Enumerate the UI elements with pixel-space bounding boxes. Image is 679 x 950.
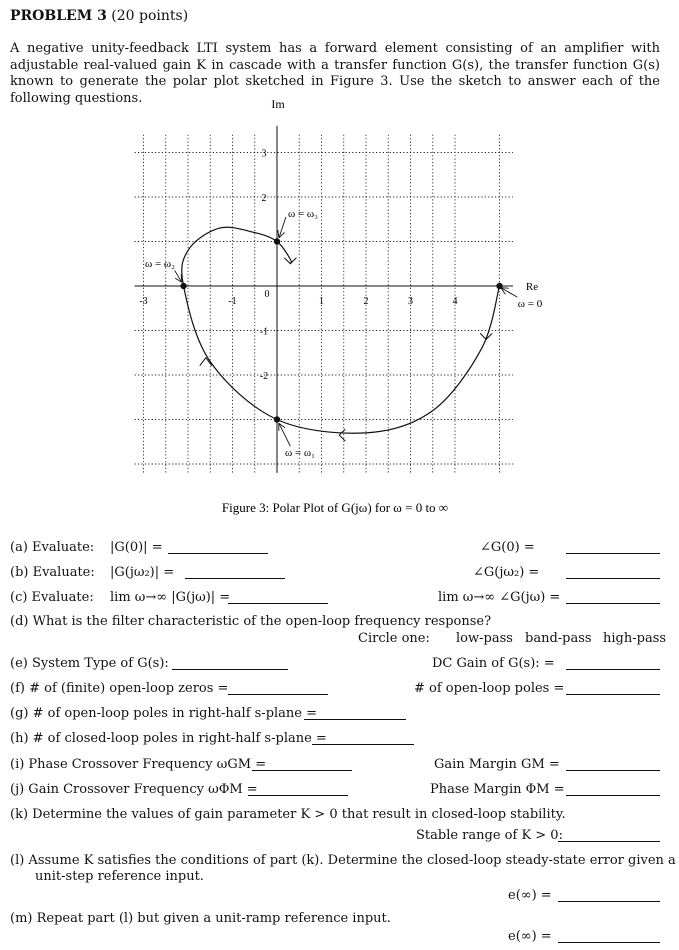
answer-i-gm[interactable] [566, 770, 660, 771]
x-tick-label: 2 [363, 296, 369, 307]
x-tick-label: -3 [139, 296, 148, 307]
answer-b-angle[interactable] [566, 578, 660, 579]
answer-f-poles[interactable] [566, 694, 660, 695]
answer-e-dcgain[interactable] [566, 669, 660, 670]
question-i-right: Gain Margin GM = [434, 757, 560, 772]
answer-h[interactable] [312, 744, 414, 745]
question-k-right: Stable range of K > 0: [416, 828, 563, 843]
question-m-right: e(∞) = [508, 929, 552, 944]
omega-1-label: ω = ω₁ [284, 447, 316, 459]
question-i-left: (i) Phase Crossover Frequency ωGM = [10, 757, 267, 772]
leader-arrow [175, 270, 182, 281]
question-c-right: lim ω→∞ ∠G(jω) = [438, 590, 561, 605]
tick-labels [139, 149, 457, 383]
question-a-label: (a) Evaluate: [10, 540, 95, 555]
problem-points: (20 points) [111, 8, 189, 24]
marked-point [274, 416, 280, 422]
answer-c-magnitude[interactable] [228, 603, 328, 604]
marked-points [175, 217, 518, 446]
answer-j-freq[interactable] [248, 795, 348, 796]
question-g: (g) # of open-loop poles in right-half s-plane = [10, 706, 318, 721]
y-tick-label: -2 [259, 371, 269, 382]
answer-f-zeros[interactable] [228, 694, 328, 695]
question-k: (k) Determine the values of gain parameter K > 0 that result in closed-loop stability. [10, 807, 566, 822]
x-tick-label: 4 [452, 296, 458, 307]
leader-arrow [502, 288, 518, 297]
question-j-right: Phase Margin ΦM = [430, 782, 565, 797]
im-axis-label: Im [271, 97, 285, 111]
answer-c-angle[interactable] [566, 603, 660, 604]
option-high-pass[interactable]: high-pass [603, 631, 667, 646]
answer-i-freq[interactable] [252, 770, 352, 771]
marked-point [274, 238, 280, 244]
marked-point [180, 283, 186, 289]
y-tick-label: 2 [261, 193, 267, 204]
leader-arrow [279, 424, 290, 446]
answer-l[interactable] [558, 901, 660, 902]
y-tick-label: 3 [261, 148, 267, 160]
question-b-right: ∠G(jω₂) = [473, 565, 540, 580]
question-m: (m) Repeat part (l) but given a unit-ramp reference input. [10, 911, 391, 926]
answer-g[interactable] [304, 719, 406, 720]
omega-zero-label: ω = 0 [517, 298, 543, 310]
answer-b-magnitude[interactable] [185, 578, 285, 579]
question-b-left: |G(jω₂)| = [110, 565, 175, 580]
y-tick-label: -1 [259, 326, 269, 338]
question-d: (d) What is the filter characteristic of the open-loop frequency response? [10, 614, 492, 629]
question-h: (h) # of closed-loop poles in right-half s-plane = [10, 731, 327, 746]
leader-arrow [279, 217, 286, 237]
figure-caption: Figure 3: Polar Plot of G(jω) for ω = 0 to ∞ [221, 500, 449, 515]
question-e-left: (e) System Type of G(s): [10, 656, 169, 671]
x-tick-label: 1 [319, 296, 324, 307]
option-band-pass[interactable]: band-pass [525, 631, 592, 646]
answer-a-magnitude[interactable] [168, 553, 268, 554]
curve-direction-arrows [200, 258, 492, 441]
question-e-right: DC Gain of G(s): = [432, 656, 555, 671]
problem-number: PROBLEM 3 [10, 8, 107, 24]
question-f-right: # of open-loop poles = [414, 681, 565, 696]
problem-intro: A negative unity-feedback LTI system has a forward element consisting of an amplifier with adjustable real-valued gain K in cascade with a transfer function G(s), the transfer function G(s) known to generate the polar plot sketched in Figure 3. Use the sketch to answer each of the following questions. [10, 41, 660, 106]
x-tick-label: -1 [228, 296, 237, 307]
x-tick-label: 3 [408, 296, 413, 307]
answer-j-pm[interactable] [566, 795, 660, 796]
question-c-left: lim ω→∞ |G(jω)| = [110, 590, 231, 605]
option-low-pass[interactable]: low-pass [456, 631, 513, 646]
question-l-right: e(∞) = [508, 888, 552, 903]
omega-3-label: ω = ω₃ [287, 208, 319, 220]
question-f-left: (f) # of (finite) open-loop zeros = [10, 681, 229, 696]
answer-k[interactable] [558, 841, 660, 842]
re-axis-label: Re [525, 281, 539, 293]
question-l-line2: unit-step reference input. [35, 869, 204, 884]
question-a-left: |G(0)| = [110, 540, 163, 555]
direction-arrow [339, 429, 345, 441]
question-b-label: (b) Evaluate: [10, 565, 95, 580]
x-tick-label: 0 [264, 289, 270, 300]
answer-a-angle[interactable] [566, 553, 660, 554]
question-l-line1: (l) Assume K satisfies the conditions of part (k). Determine the closed-loop steady-state error given a [10, 853, 676, 868]
answer-m[interactable] [558, 942, 660, 943]
question-d-circle: Circle one: [358, 631, 430, 646]
answer-e-type[interactable] [172, 669, 288, 670]
question-j-left: (j) Gain Crossover Frequency ωΦM = [10, 782, 258, 797]
omega-2-label: ω = ω₂ [144, 258, 176, 270]
question-c-label: (c) Evaluate: [10, 590, 94, 605]
question-a-right: ∠G(0) = [480, 540, 535, 555]
